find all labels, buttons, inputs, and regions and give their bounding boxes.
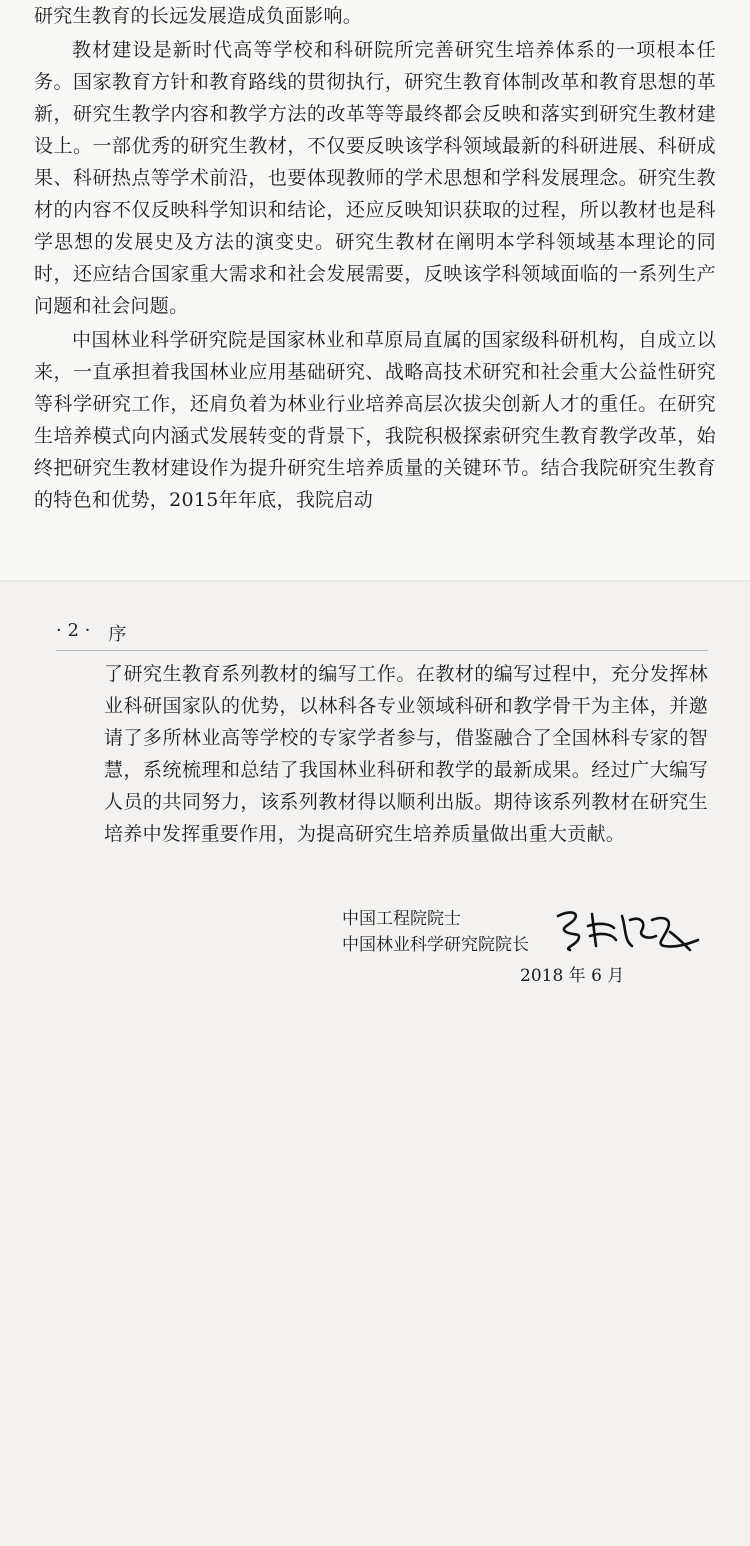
signature-title-president: 中国林业科学研究院院长 bbox=[342, 935, 529, 955]
bottom-page-body bbox=[104, 658, 708, 850]
top-page-body bbox=[34, 0, 716, 516]
paragraph-series-completion: 了研究生教育系列教材的编写工作。在教材的编写过程中，充分发挥林业科研国家队的优势，以林科各专业领域科研和教学骨干为主体，并邀请了多所林业高等学校的专家学者参与，借鉴融合了全国林科专家的智慧，系统梳理和总结了我国林业科研和教学的最新成果。经过广大编写人员的共同努力，该系列教材得以顺利出版。期待该系列教材在研究生培养中发挥重要作用，为提高研究生培养质量做出重大贡献。 bbox=[104, 663, 708, 845]
header-rule bbox=[56, 650, 708, 651]
handwritten-signature-icon bbox=[552, 906, 702, 954]
page-number: · 2 · bbox=[56, 620, 91, 641]
bleed-through-texture bbox=[82, 1052, 722, 1082]
signature-title-academician: 中国工程院院士 bbox=[342, 909, 461, 929]
signature-date: 2018 年 6 月 bbox=[520, 966, 625, 986]
bottom-page bbox=[0, 584, 750, 1546]
section-title: 序 bbox=[108, 624, 127, 645]
paragraph-caf-introduction: 中国林业科学研究院是国家林业和草原局直属的国家级科研机构，自成立以来，一直承担着我国林业应用基础研究、战略高技术研究和社会重大公益性研究等科学研究工作，还肩负着为林业行业培养高层次拔尖创新人才的重任。在研究生培养模式向内涵式发展转变的背景下，我院积极探索研究生教育教学改革，始终把研究生教材建设作为提升研究生培养质量的关键环节。结合我院研究生教育的特色和优势，2015年年底，我院启动 bbox=[34, 329, 716, 511]
top-page bbox=[0, 0, 750, 582]
paragraph-textbook-construction: 教材建设是新时代高等学校和科研院所完善研究生培养体系的一项根本任务。国家教育方针和教育路线的贯彻执行，研究生教育体制改革和教育思想的革新，研究生教学内容和教学方法的改革等等最终都会反映和落实到研究生教材建设上。一部优秀的研究生教材，不仅要反映该学科领域最新的科研进展、科研成果、科研热点等学术前沿，也要体现教师的学术思想和学科发展理念。研究生教材的内容不仅反映科学知识和结论，还应反映知识获取的过程，所以教材也是科学思想的发展史及方法的演变史。研究生教材在阐明本学科领域基本理论的同时，还应结合国家重大需求和社会发展需要，反映该学科领域面临的一系列生产问题和社会问题。 bbox=[34, 39, 716, 317]
running-header bbox=[56, 620, 126, 646]
paragraph-continuation: 研究生教育的长远发展造成负面影响。 bbox=[34, 5, 363, 27]
